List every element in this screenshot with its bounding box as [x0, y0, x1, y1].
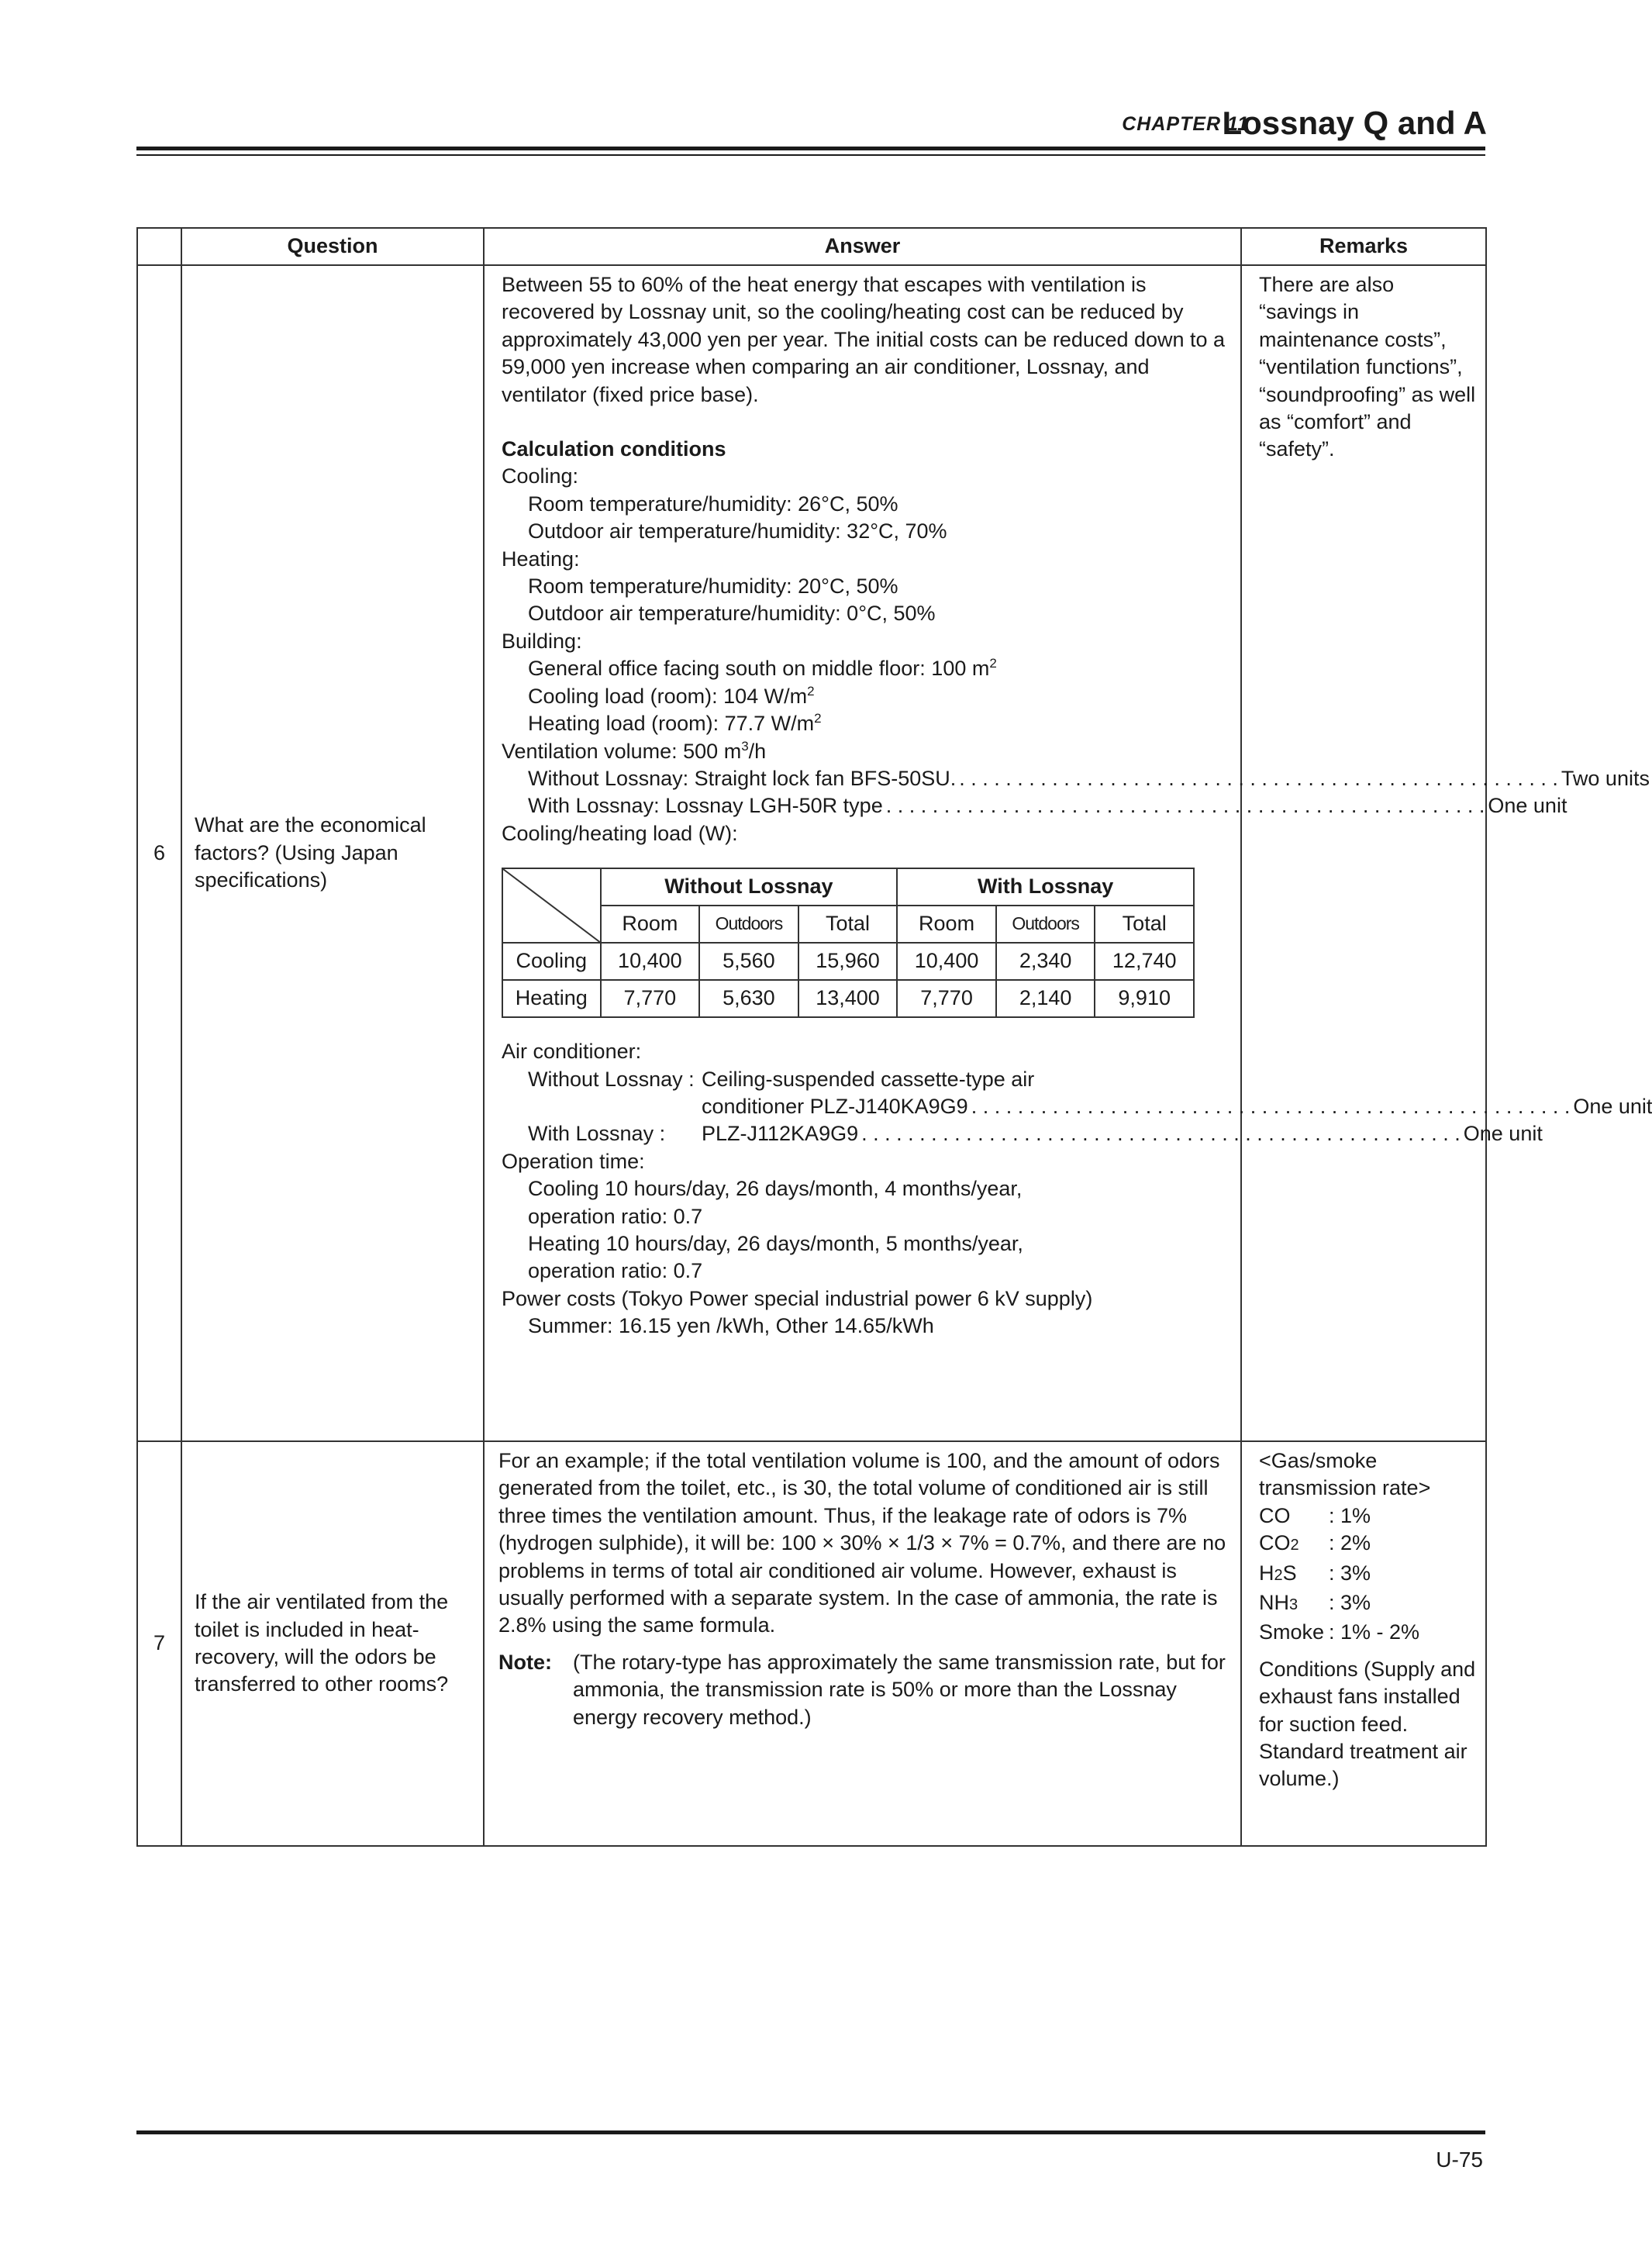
col-total: Total — [1095, 906, 1194, 943]
building-heating-load: Heating load (room): 77.7 $W/m^2$ — [528, 711, 822, 736]
power-costs: Power costs (Tokyo Power special industrial power 6 kV supply) — [502, 1286, 1093, 1310]
page-number: U-75 — [1436, 2148, 1483, 2172]
cell: 2,340 — [996, 943, 1095, 980]
footer-rule — [136, 2130, 1485, 2134]
remarks-cell — [1241, 1441, 1486, 1846]
gas-rate: NH3 : 3% — [1259, 1591, 1371, 1615]
qa-row-6 — [137, 265, 1486, 1441]
ac-label: Air conditioner: — [502, 1040, 642, 1064]
header-rule — [136, 147, 1485, 150]
operation-heating-ratio: operation ratio: 0.7 — [528, 1259, 703, 1283]
header-num — [137, 228, 181, 265]
answer-note — [498, 1649, 1226, 1731]
cell: 12,740 — [1095, 943, 1194, 980]
cell: 7,770 — [601, 980, 700, 1017]
ventilation-volume: Ventilation volume: 500 $m^3/h$ — [502, 738, 767, 763]
col-room: Room — [601, 906, 700, 943]
heating-room: Room temperature/humidity: 20°C, 50% — [528, 574, 898, 599]
header-question: Question — [181, 228, 484, 265]
col-total: Total — [798, 906, 898, 943]
load-row-cooling — [502, 943, 1194, 980]
with-lossnay-fan: With Lossnay: Lossnay LGH-50R type . . . One unit — [502, 792, 1226, 819]
operation-label: Operation time: — [502, 1149, 645, 1173]
cell: 5,560 — [699, 943, 798, 980]
qa-table — [136, 227, 1652, 1847]
operation-cooling: Cooling 10 hours/day, 26 days/month, 4 months/year, — [528, 1177, 1023, 1201]
gas-rate: H2S : 3% — [1259, 1561, 1371, 1585]
qa-row-7 — [137, 1441, 1486, 1846]
cell: 5,630 — [699, 980, 798, 1017]
heating-outdoor: Outdoor air temperature/humidity: 0°C, 50% — [528, 602, 936, 626]
ac-with-lossnay: With Lossnay : PLZ-J112KA9G9 . . . One unit — [502, 1120, 1226, 1147]
remarks-text: There are also “savings in maintenance costs”, “ventilation functions”, “soundproofing” as well as “comfort” and “safety”. — [1241, 265, 1486, 1441]
page-title: Lossnay Q and A — [1222, 105, 1487, 141]
gas-rate: Smoke : 1% - 2% — [1259, 1620, 1420, 1644]
note-label: Note: — [498, 1650, 552, 1674]
power-rates: Summer: 16.15 yen /kWh, Other 14.65/kWh — [528, 1314, 934, 1338]
row-label: Cooling — [502, 943, 601, 980]
answer-text: For an example; if the total ventilation volume is 100, and the amount of odors generated from the toilet, etc., is 30, the total volume of conditioned air is still three times the ventilation amount. Thus, if the leakage rate of odors is 7% (hydrogen sulphide), it will be: 100 × 30% × 1/3 × 7% = 0.7%, and there are no problems in terms of total air conditioned air volume. However, exhaust is usually performed with a separate system. In the case of ammonia, the rate is 2.8% using the same formula. — [498, 1449, 1226, 1637]
cooling-room: Room temperature/humidity: 26°C, 50% — [528, 492, 898, 516]
heating-label: Heating: — [502, 547, 580, 571]
chapter-label: CHAPTER 11 — [1122, 113, 1249, 135]
gas-rate: CO : 1% — [1259, 1503, 1371, 1527]
cell: 10,400 — [897, 943, 996, 980]
col-room: Room — [897, 906, 996, 943]
load-subheader-row — [502, 906, 1194, 943]
cell: 7,770 — [897, 980, 996, 1017]
load-label: Cooling/heating load (W): — [502, 821, 738, 845]
cell: 2,140 — [996, 980, 1095, 1017]
calc-title: Calculation conditions — [502, 437, 726, 461]
remarks-title: <Gas/smoke transmission rate> — [1259, 1449, 1431, 1500]
row-number: 6 — [137, 265, 181, 1441]
row-label: Heating — [502, 980, 601, 1017]
cell: 13,400 — [798, 980, 898, 1017]
col-outdoors: Outdoors — [996, 906, 1095, 943]
building-office: General office facing south on middle floor: 100 $m^2$ — [528, 656, 997, 681]
group-with-lossnay: With Lossnay — [897, 868, 1194, 906]
question-text: If the air ventilated from the toilet is included in heat-recovery, will the odors be transferred to other rooms? — [181, 1441, 484, 1846]
building-cooling-load: Cooling load (room): 104 $W/m^2$ — [528, 683, 815, 708]
cooling-label: Cooling: — [502, 464, 579, 488]
operation-heating: Heating 10 hours/day, 26 days/month, 5 months/year, — [528, 1231, 1023, 1255]
building-label: Building: — [502, 629, 582, 653]
col-outdoors: Outdoors — [699, 906, 798, 943]
row-number: 7 — [137, 1441, 181, 1846]
header-answer: Answer — [484, 228, 1241, 265]
cell: 15,960 — [798, 943, 898, 980]
header-remarks: Remarks — [1241, 228, 1486, 265]
cooling-outdoor: Outdoor air temperature/humidity: 32°C, 70% — [528, 519, 947, 543]
answer-cell — [484, 1441, 1241, 1846]
operation-cooling-ratio: operation ratio: 0.7 — [528, 1204, 703, 1228]
without-lossnay-fan: Without Lossnay: Straight lock fan BFS-50SU. . . . Two units — [502, 765, 1226, 792]
answer-intro: Between 55 to 60% of the heat energy that escapes with ventilation is recovered by Lossnay unit, so the cooling/heating cost can be reduced by approximately 43,000 yen per year. The initial costs can be reduced down to a 59,000 yen increase when comparing an air conditioner, Lossnay, and ventilator (fixed price base). — [502, 273, 1226, 406]
cell: 9,910 — [1095, 980, 1194, 1017]
ac-without-lossnay: Without Lossnay : Ceiling-suspended cassette-type air conditioner PLZ-J140KA9G9 . . . One unit — [502, 1066, 1226, 1121]
cell: 10,400 — [601, 943, 700, 980]
load-table — [502, 868, 1195, 1018]
load-table-corner — [502, 868, 601, 943]
qa-header-row — [137, 228, 1486, 265]
group-without-lossnay: Without Lossnay — [601, 868, 898, 906]
header-rule-thin — [136, 154, 1485, 156]
gas-rate: CO2 : 2% — [1259, 1531, 1371, 1555]
load-row-heating — [502, 980, 1194, 1017]
note-text: (The rotary-type has approximately the same transmission rate, but for ammonia, the transmission rate is 50% or more than the Lossnay energy recovery method.) — [573, 1650, 1226, 1729]
question-text: What are the economical factors? (Using Japan specifications) — [181, 265, 484, 1441]
conditions-text: Conditions (Supply and exhaust fans installed for suction feed. Standard treatment air volume.) — [1259, 1657, 1476, 1791]
